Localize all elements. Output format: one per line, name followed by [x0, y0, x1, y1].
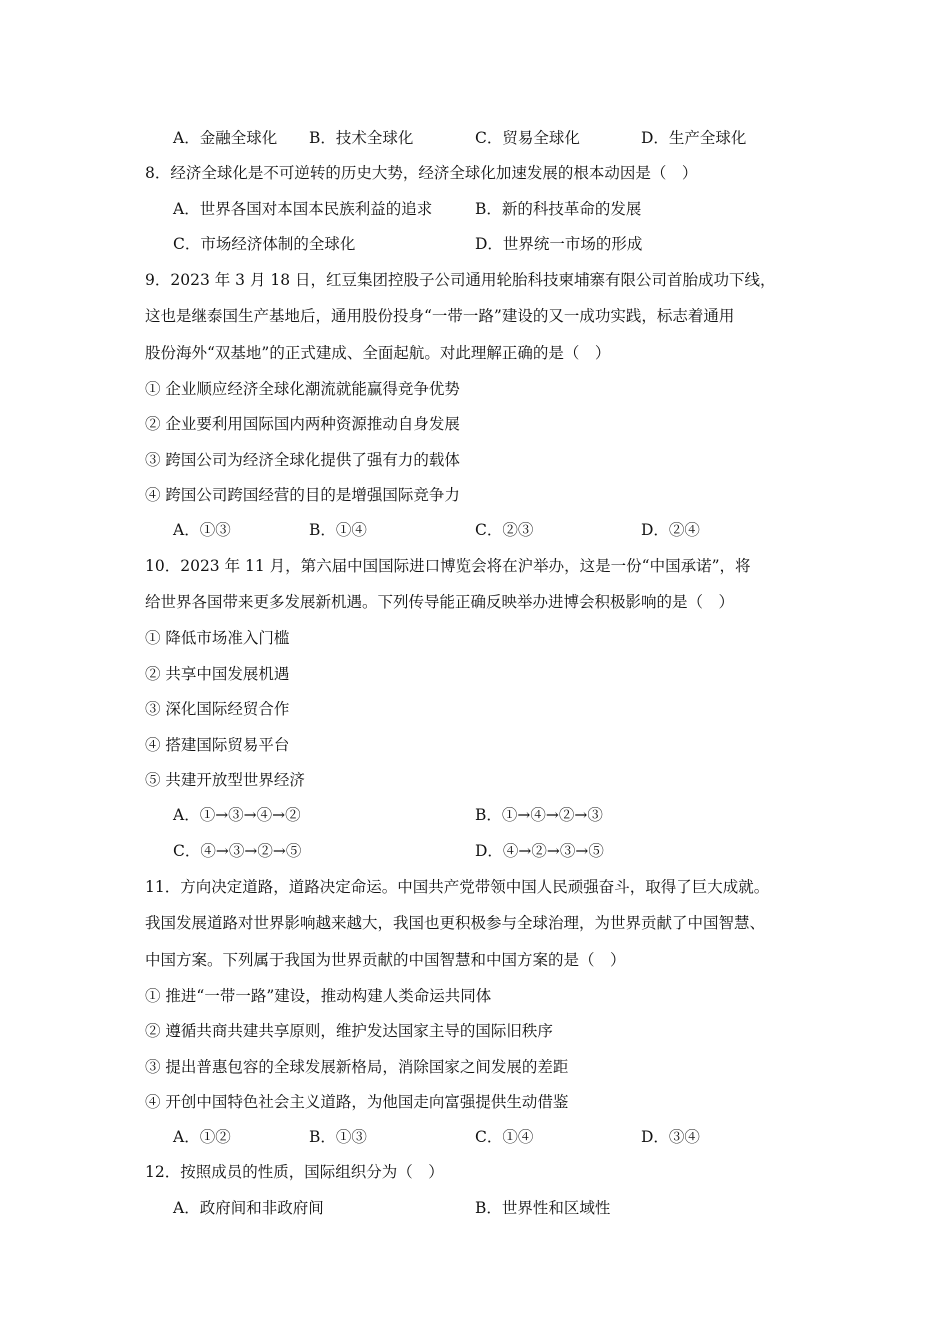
q8-option-b: B．新的科技革命的发展	[475, 200, 642, 218]
q9-statement-3: ③ 跨国公司为经济全球化提供了强有力的载体	[145, 451, 460, 469]
q12-stem: 12．按照成员的性质，国际组织分为（ ）	[145, 1163, 444, 1181]
q11-statement-2: ② 遵循共商共建共享原则，维护发达国家主导的国际旧秩序	[145, 1022, 553, 1040]
q7-option-a: A．金融全球化	[173, 129, 278, 147]
q11-statement-4: ④ 开创中国特色社会主义道路，为他国走向富强提供生动借鉴	[145, 1093, 569, 1111]
q12-option-b: B．世界性和区域性	[475, 1199, 611, 1217]
q11-statement-1: ① 推进“一带一路”建设，推动构建人类命运共同体	[145, 987, 492, 1005]
q11-statement-3: ③ 提出普惠包容的全球发展新格局，消除国家之间发展的差距	[145, 1058, 569, 1076]
q10-statement-1: ① 降低市场准入门槛	[145, 629, 290, 647]
q8-option-a: A．世界各国对本国本民族利益的追求	[173, 200, 433, 218]
q11-option-a: A．①②	[173, 1128, 231, 1146]
q10-statement-4: ④ 搭建国际贸易平台	[145, 736, 290, 754]
q7-option-c: C．贸易全球化	[475, 129, 580, 147]
q10-statement-2: ② 共享中国发展机遇	[145, 665, 290, 683]
q11-stem-line-3: 中国方案。下列属于我国为世界贡献的中国智慧和中国方案的是（ ）	[145, 951, 626, 969]
q9-option-c: C．②③	[475, 521, 534, 539]
q9-stem-line-2: 这也是继泰国生产基地后，通用股份投身“一带一路”建设的又一成功实践，标志着通用	[145, 307, 735, 325]
q10-option-a: A．①→③→④→②	[173, 806, 301, 824]
q9-statement-1: ① 企业顺应经济全球化潮流就能赢得竞争优势	[145, 380, 460, 398]
q12-option-a: A．政府间和非政府间	[173, 1199, 324, 1217]
q10-option-c: C．④→③→②→⑤	[173, 842, 302, 860]
q9-option-d: D．②④	[641, 521, 700, 539]
q11-stem-line-1: 11．方向决定道路，道路决定命运。中国共产党带领中国人民顽强奋斗，取得了巨大成就。	[145, 878, 770, 896]
q11-stem-line-2: 我国发展道路对世界影响越来越大，我国也更积极参与全球治理，为世界贡献了中国智慧、	[145, 914, 766, 932]
q7-option-b: B．技术全球化	[309, 129, 414, 147]
q10-statement-3: ③ 深化国际经贸合作	[145, 700, 290, 718]
q9-stem-line-3: 股份海外“双基地”的正式建成、全面起航。对此理解正确的是（ ）	[145, 344, 611, 362]
q9-statement-2: ② 企业要利用国际国内两种资源推动自身发展	[145, 415, 460, 433]
q8-stem: 8．经济全球化是不可逆转的历史大势，经济全球化加速发展的根本动因是（ ）	[145, 164, 698, 182]
q9-option-b: B．①④	[309, 521, 367, 539]
q10-stem-line-1: 10．2023 年 11 月，第六届中国国际进口博览会将在沪举办，这是一份“中国承诺”，将	[145, 557, 751, 575]
q11-option-c: C．①④	[475, 1128, 534, 1146]
q9-option-a: A．①③	[173, 521, 231, 539]
q8-option-c: C．市场经济体制的全球化	[173, 235, 356, 253]
q11-option-b: B．①③	[309, 1128, 367, 1146]
q7-option-d: D．生产全球化	[641, 129, 747, 147]
q10-statement-5: ⑤ 共建开放型世界经济	[145, 771, 305, 789]
q9-statement-4: ④ 跨国公司跨国经营的目的是增强国际竞争力	[145, 486, 460, 504]
q8-option-d: D．世界统一市场的形成	[475, 235, 643, 253]
q10-option-b: B．①→④→②→③	[475, 806, 603, 824]
q10-option-d: D．④→②→③→⑤	[475, 842, 604, 860]
q11-option-d: D．③④	[641, 1128, 700, 1146]
q9-stem-line-1: 9．2023 年 3 月 18 日，红豆集团控股子公司通用轮胎科技柬埔寨有限公司首胎成功下线，	[145, 271, 776, 289]
q10-stem-line-2: 给世界各国带来更多发展新机遇。下列传导能正确反映举办进博会积极影响的是（ ）	[145, 593, 735, 611]
